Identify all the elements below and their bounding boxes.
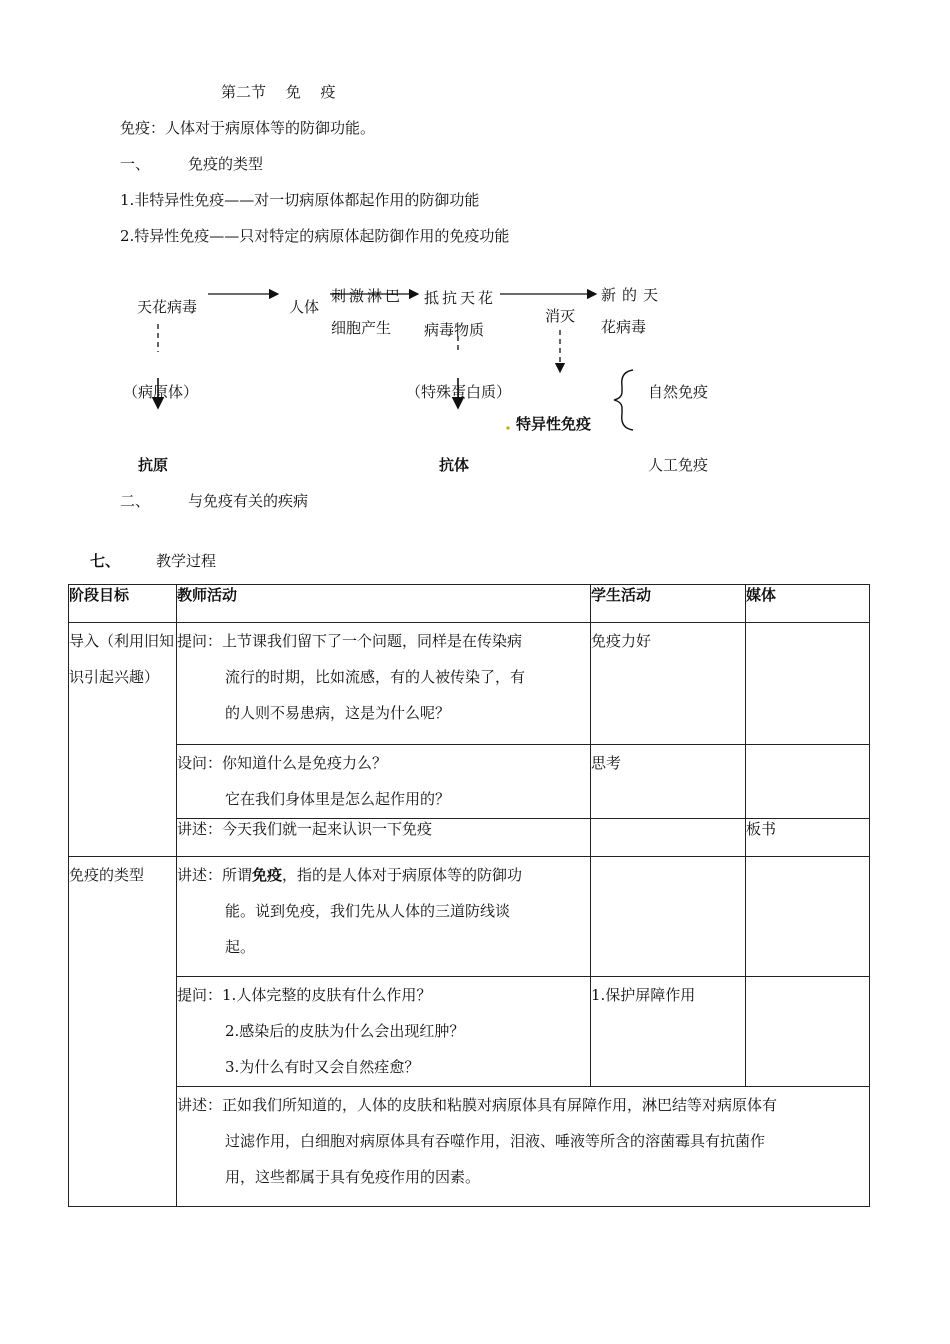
section1-heading: 免疫的类型 [188,155,264,173]
activity-line: 2.感染后的皮肤为什么会出现红肿？ [225,1022,465,1040]
section1-number: 一、 [120,155,151,173]
label-pathogen: （病原体） [123,383,199,401]
student-activity-cell [591,819,746,857]
media-cell [746,857,870,977]
node-resist-line2: 病毒物质 [424,321,485,339]
activity-line: 上节课我们留下了一个问题，同样是在传染病 [222,632,523,650]
table-row [69,857,870,977]
node-new-virus-line1: 新的天 [601,286,665,304]
label-special-protein: （特殊蛋白质） [406,383,512,401]
page-title: 第二节 免 疫 [221,83,336,101]
keyword-immunity: 免疫 [252,866,283,884]
item1-text: 1.非特异性免疫——对一切病原体都起作用的防御功能 [120,191,480,209]
student-activity-cell: 1.保护屏障作用 [591,977,746,1087]
activity-prefix: 讲述： [177,866,223,884]
activity-line: 1.人体完整的皮肤有什么作用？ [222,986,432,1004]
activity-line: 起。 [225,938,256,956]
table-row [69,623,870,745]
node-resist-line1: 抵抗天花 [424,289,497,307]
stage-intro: 导入（利用旧知识引起兴趣） [69,623,177,857]
activity-line: 能。说到免疫，我们先从人体的三道防线谈 [225,902,511,920]
label-natural-immunity: 自然免疫 [648,383,709,401]
node-eliminate: 消灭 [545,307,576,325]
header-stage-goal: 阶段目标 [69,585,177,623]
activity-line: 你知道什么是免疫力么？ [222,754,388,772]
immunity-flow-diagram [0,0,950,520]
header-student-activity: 学生活动 [591,585,746,623]
teacher-activity-cell [177,745,591,819]
activity-line: 的人则不易患病，这是为什么呢？ [225,704,451,722]
activity-line: 3.为什么有时又会自然痊愈？ [225,1058,420,1076]
node-stimulate-line2: 细胞产生 [331,319,392,337]
media-cell: 板书 [746,819,870,857]
teacher-activity-cell [177,623,591,745]
section2-number: 二、 [120,492,151,510]
section7-number: 七、 [90,552,121,570]
media-cell [746,977,870,1087]
activity-line: 它在我们身体里是怎么起作用的？ [225,790,451,808]
activity-line: ，指的是人体对于病原体等的防御功 [282,866,523,884]
header-teacher-activity: 教师活动 [177,585,591,623]
label-antibody: 抗体 [439,456,470,474]
media-cell [746,623,870,745]
activity-line: 正如我们所知道的，人体的皮肤和粘膜对病原体具有屏障作用，淋巴结等对病原体有 [222,1096,778,1114]
item2-text: 2.特异性免疫——只对特定的病原体起防御作用的免疫功能 [120,227,510,245]
teaching-process-table [68,584,870,1207]
teacher-activity-cell: 讲述：今天我们就一起来认识一下免疫 [177,819,591,857]
activity-line: 用，这些都属于具有免疫作用的因素。 [225,1168,481,1186]
table-row [69,745,870,819]
label-artificial-immunity: 人工免疫 [648,456,709,474]
activity-prefix: 讲述： [177,1096,223,1114]
curly-brace [614,370,633,430]
teacher-activity-wide-cell [177,1087,870,1207]
label-antigen: 抗原 [138,456,169,474]
student-activity-cell [591,857,746,977]
activity-prefix: 提问： [177,986,223,1004]
node-stimulate-line1: 刺激淋巴 [331,287,404,305]
student-activity-cell: 免疫力好 [591,623,746,745]
section2-heading: 与免疫有关的疾病 [188,492,309,510]
header-media: 媒体 [746,585,870,623]
definition-text: 免疫：人体对于病原体等的防御功能。 [120,119,376,137]
table-row [69,977,870,1087]
table-header-row [69,585,870,623]
media-cell [746,745,870,819]
section7-heading: 教学过程 [156,552,217,570]
label-specific-immunity: 特异性免疫 [516,415,592,433]
table-row [69,819,870,857]
activity-line: 过滤作用，白细胞对病原体具有吞噬作用，泪液、唾液等所含的溶菌霉具有抗菌作 [225,1132,766,1150]
activity-line: 流行的时期，比如流感，有的人被传染了，有 [225,668,526,686]
student-activity-cell: 思考 [591,745,746,819]
node-human-body: 人体 [289,298,320,316]
activity-prefix: 设问： [177,754,223,772]
node-new-virus-line2: 花病毒 [601,318,647,336]
activity-prefix: 提问： [177,632,223,650]
teacher-activity-cell [177,977,591,1087]
teacher-activity-cell [177,857,591,977]
activity-line: 所谓 [222,866,253,884]
stage-immunity-types: 免疫的类型 [69,857,177,1207]
table-row [69,1087,870,1207]
node-smallpox-virus: 天花病毒 [137,298,198,316]
